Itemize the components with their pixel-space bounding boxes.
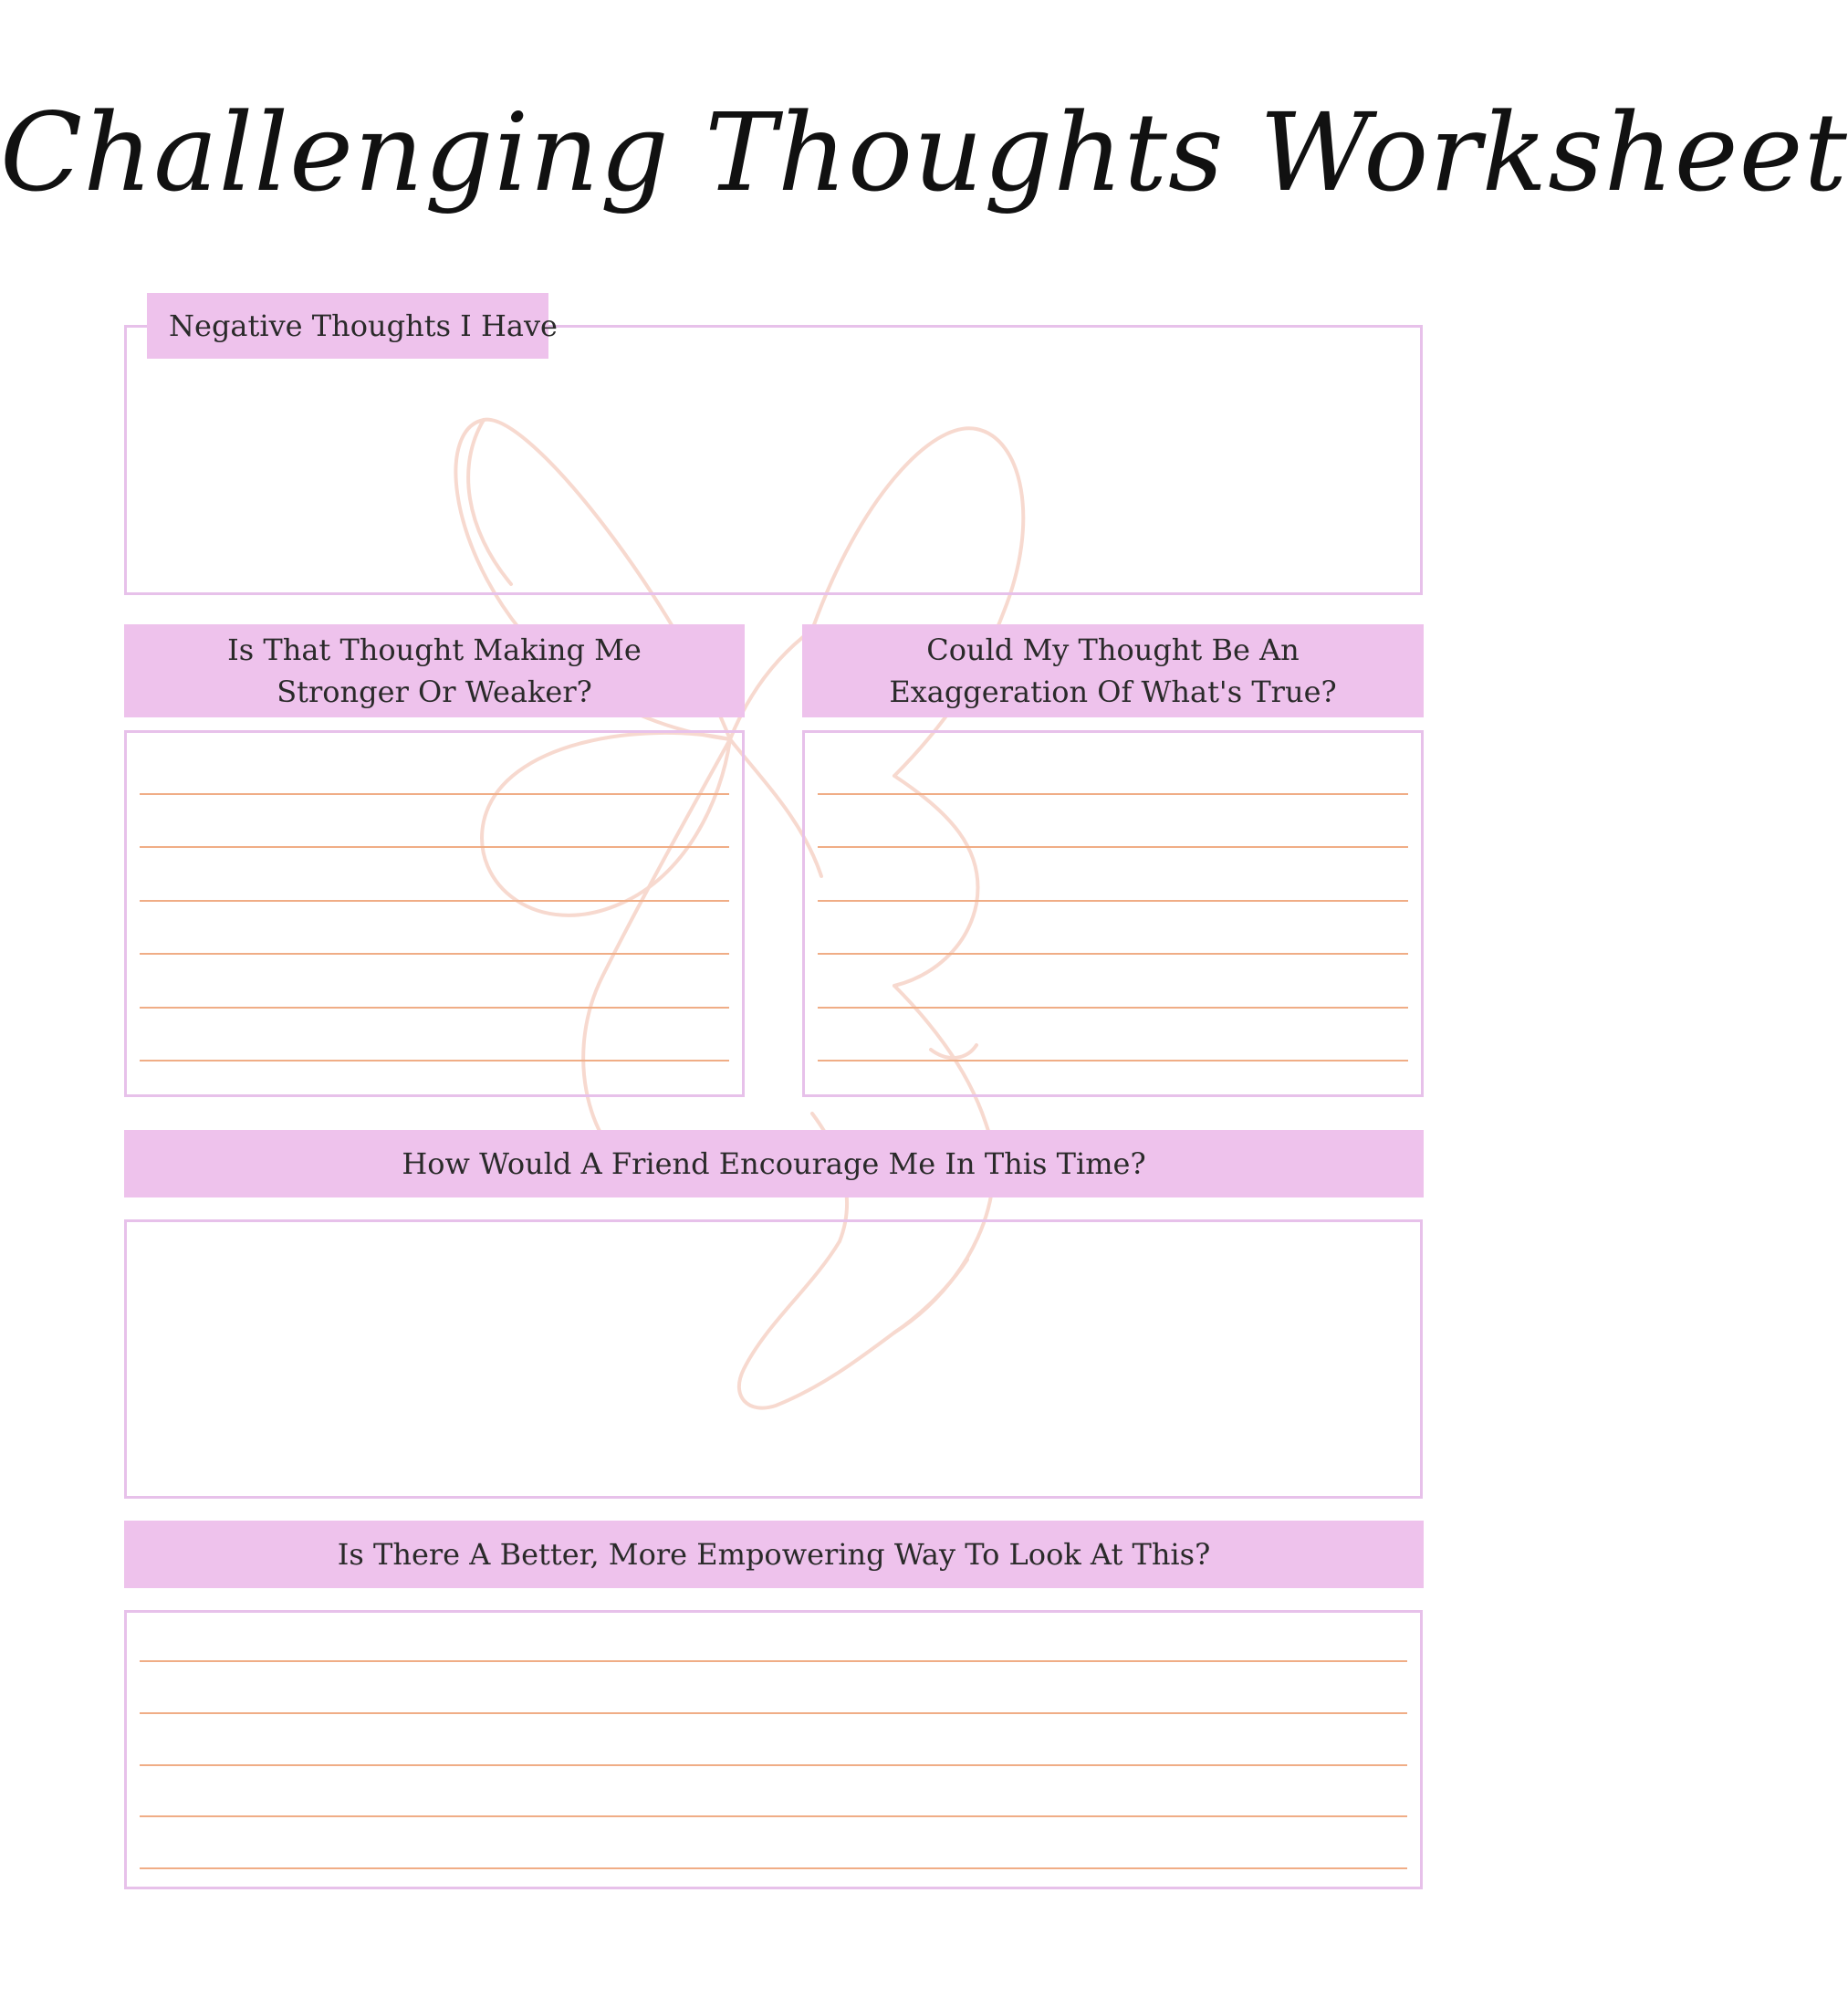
exaggeration-header — [802, 624, 1424, 717]
writing-line — [140, 1060, 729, 1062]
friend-encourage-header — [124, 1130, 1424, 1197]
exaggeration-box[interactable] — [802, 730, 1424, 1097]
writing-line — [818, 953, 1408, 955]
better-way-box[interactable] — [124, 1610, 1423, 1889]
writing-line — [140, 1712, 1407, 1714]
negative-thoughts-label: Negative Thoughts I Have — [147, 293, 548, 359]
writing-line — [140, 900, 729, 902]
better-way-header — [124, 1521, 1424, 1588]
writing-line — [140, 1007, 729, 1009]
worksheet-title: Challenging Thoughts Worksheet — [0, 89, 1848, 215]
negative-thoughts-box[interactable] — [124, 325, 1423, 595]
stronger-weaker-box[interactable] — [124, 730, 745, 1097]
friend-encourage-box[interactable] — [124, 1219, 1423, 1499]
writing-line — [140, 1660, 1407, 1662]
writing-line — [140, 846, 729, 848]
exaggeration-label: Could My Thought Be An Exaggeration Of What's True? — [889, 633, 1337, 709]
writing-line — [818, 846, 1408, 848]
writing-lines — [140, 1613, 1407, 1887]
writing-line — [140, 1764, 1407, 1766]
writing-line — [818, 1007, 1408, 1009]
friend-encourage-label: How Would A Friend Encourage Me In This Time? — [402, 1146, 1146, 1181]
writing-line — [140, 953, 729, 955]
writing-line — [818, 1060, 1408, 1062]
writing-line — [140, 1867, 1407, 1869]
writing-lines — [140, 733, 729, 1094]
writing-lines — [818, 733, 1408, 1094]
writing-line — [818, 900, 1408, 902]
writing-line — [140, 1815, 1407, 1817]
stronger-weaker-label: Is That Thought Making Me Stronger Or Weaker? — [227, 633, 642, 709]
writing-line — [818, 793, 1408, 795]
stronger-weaker-header — [124, 624, 745, 717]
better-way-label: Is There A Better, More Empowering Way To Look At This? — [337, 1537, 1211, 1572]
writing-line — [140, 793, 729, 795]
